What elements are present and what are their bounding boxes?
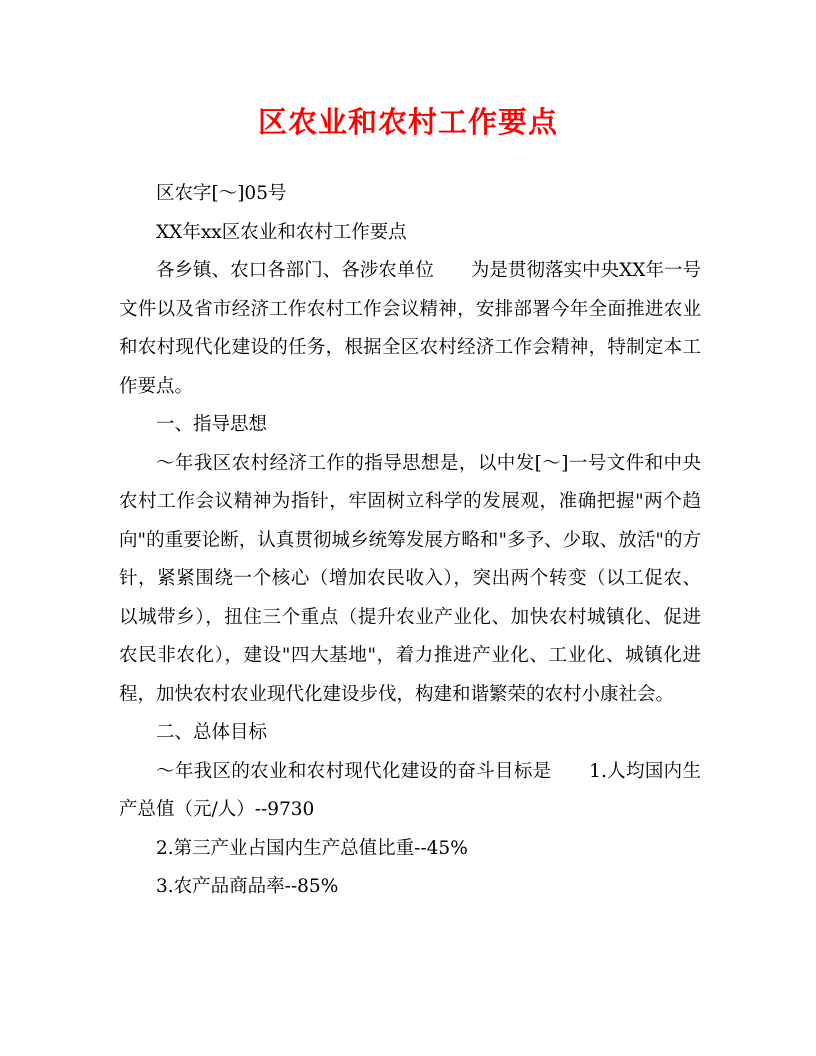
intro-paragraph: 各乡镇、农口各部门、各涉农单位 为是贯彻落实中央XX年一号文件以及省市经济工作农村工作会议精神，安排部署今年全面推进农业和农村现代化建设的任务，根据全区农村经济工作会精神，特制定本工作要点。	[119, 260, 701, 397]
doc-number: 区农字[～]05号	[156, 183, 287, 204]
document-body	[119, 175, 701, 907]
document-title: 区农业和农村工作要点	[257, 105, 558, 139]
guiding-paragraph: ～年我区农村经济工作的指导思想是，以中发[～]一号文件和中央农村工作会议精神为指针，牢固树立科学的发展观，准确把握"两个趋向"的重要论断，认真贯彻城乡统筹发展方略和"多予、少取、放活"的方针，紧紧围绕一个核心（增加农民收入），突出两个转变（以工促农、以城带乡），扭住三个重点（提升农业产业化、加快农村城镇化、促进农民非农化），建设"四大基地"，着力推进产业化、工业化、城镇化进程，加快农村农业现代化建设步伐，构建和谐繁荣的农村小康社会。	[119, 452, 701, 705]
goal-item: 3.农产品商品率--85%	[156, 876, 339, 897]
section-heading-guiding: 一、指导思想	[156, 414, 268, 435]
goals-paragraph: ～年我区的农业和农村现代化建设的奋斗目标是 1.人均国内生产总值（元/人）--9730	[119, 760, 701, 820]
doc-subtitle: XX年xx区农业和农村工作要点	[156, 221, 407, 243]
section-heading-goals: 二、总体目标	[156, 722, 268, 743]
goal-item: 2.第三产业占国内生产总值比重--45%	[156, 837, 468, 859]
